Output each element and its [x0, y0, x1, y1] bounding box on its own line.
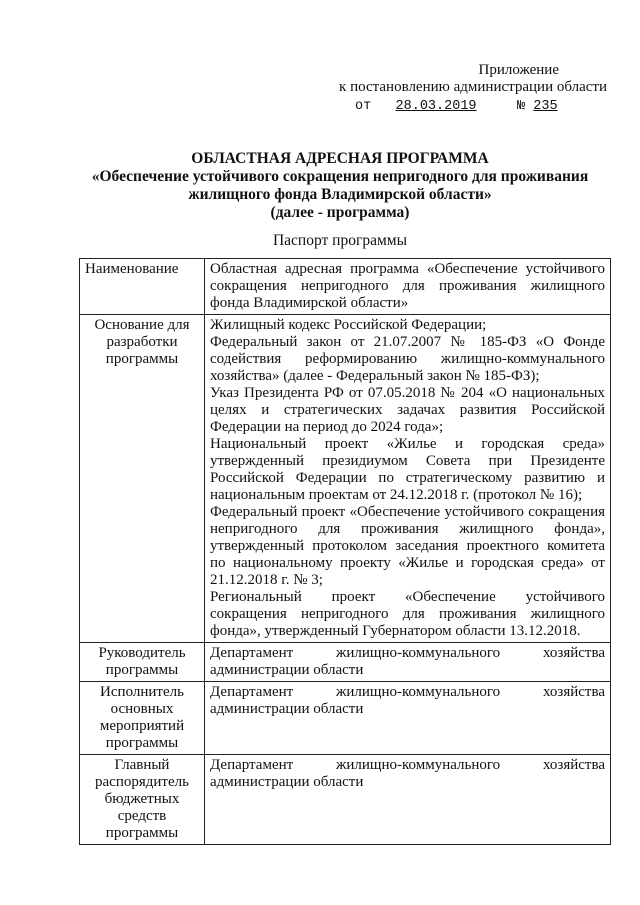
table-row	[80, 259, 611, 315]
row-value	[205, 643, 611, 682]
row-value-text: Департамент жилищно-коммунального хозяйства администрации области	[210, 645, 605, 678]
table-row	[80, 755, 611, 845]
table-row	[80, 682, 611, 755]
row-value	[205, 682, 611, 755]
appendix-subtitle: к постановлению администрации области	[339, 79, 607, 95]
row-label: Наименование	[80, 259, 205, 315]
program-title	[60, 150, 620, 222]
row-value-text: Департамент жилищно-коммунального хозяйства администрации области	[210, 684, 605, 717]
title-line-1: ОБЛАСТНАЯ АДРЕСНАЯ ПРОГРАММА	[191, 150, 489, 167]
row-value-text: Жилищный кодекс Российской Федерации;	[210, 317, 487, 333]
appendix-header	[327, 62, 607, 115]
table-row	[80, 315, 611, 643]
row-label: Исполнитель основных мероприятий программы	[80, 682, 205, 755]
table-row	[80, 643, 611, 682]
appendix-date-line	[327, 98, 607, 115]
passport-table	[79, 258, 611, 845]
row-value-text: Областная адресная программа «Обеспечение устойчивого сокращения непригодного для проживания жилищного фонда Владимирской области»	[210, 261, 605, 311]
title-line-3: жилищного фонда Владимирской области»	[188, 186, 492, 203]
title-line-2: «Обеспечение устойчивого сокращения непригодного для проживания	[91, 168, 589, 185]
date-value: 28.03.2019	[395, 99, 477, 114]
title-line-4: (далее - программа)	[270, 204, 410, 221]
date-prefix: от	[355, 99, 372, 114]
row-value-text: Федеральный проект «Обеспечение устойчивого сокращения непригодного для проживания жилищного фонда», утвержденный протоколом заседания проектного комитета по национальному проекту «Жилье и городская среда» от 21.12.2018 г. № 3;	[210, 504, 605, 588]
row-value	[205, 755, 611, 845]
row-label: Главный распорядитель бюджетных средств программы	[80, 755, 205, 845]
row-value-text: Указ Президента РФ от 07.05.2018 № 204 «О национальных целях и стратегических задачах развития Российской Федерации на период до 2024 года»;	[210, 385, 605, 435]
passport-title: Паспорт программы	[272, 232, 407, 249]
number-prefix: №	[517, 99, 526, 114]
row-value-text: Национальный проект «Жилье и городская среда» утвержденный президиумом Совета при Президенте Российской Федерации по стратегическому развитию и национальным проектам от 24.12.2018 г. (протокол № 16);	[210, 436, 605, 503]
row-label: Руководитель программы	[80, 643, 205, 682]
row-value	[205, 315, 611, 643]
appendix-title: Приложение	[478, 62, 559, 78]
row-value-text: Департамент жилищно-коммунального хозяйства администрации области	[210, 757, 605, 790]
row-label: Основание для разработки программы	[80, 315, 205, 643]
row-value-text: Региональный проект «Обеспечение устойчивого сокращения непригодного для проживания жилищного фонда», утвержденный Губернатором области 13.12.2018.	[210, 589, 605, 639]
number-value: 235	[533, 99, 558, 114]
row-value-text: Федеральный закон от 21.07.2007 № 185-ФЗ «О Фонде содействия реформированию жилищно-коммунального хозяйства» (далее - Федеральный закон № 185-ФЗ);	[210, 334, 605, 384]
row-value	[205, 259, 611, 315]
